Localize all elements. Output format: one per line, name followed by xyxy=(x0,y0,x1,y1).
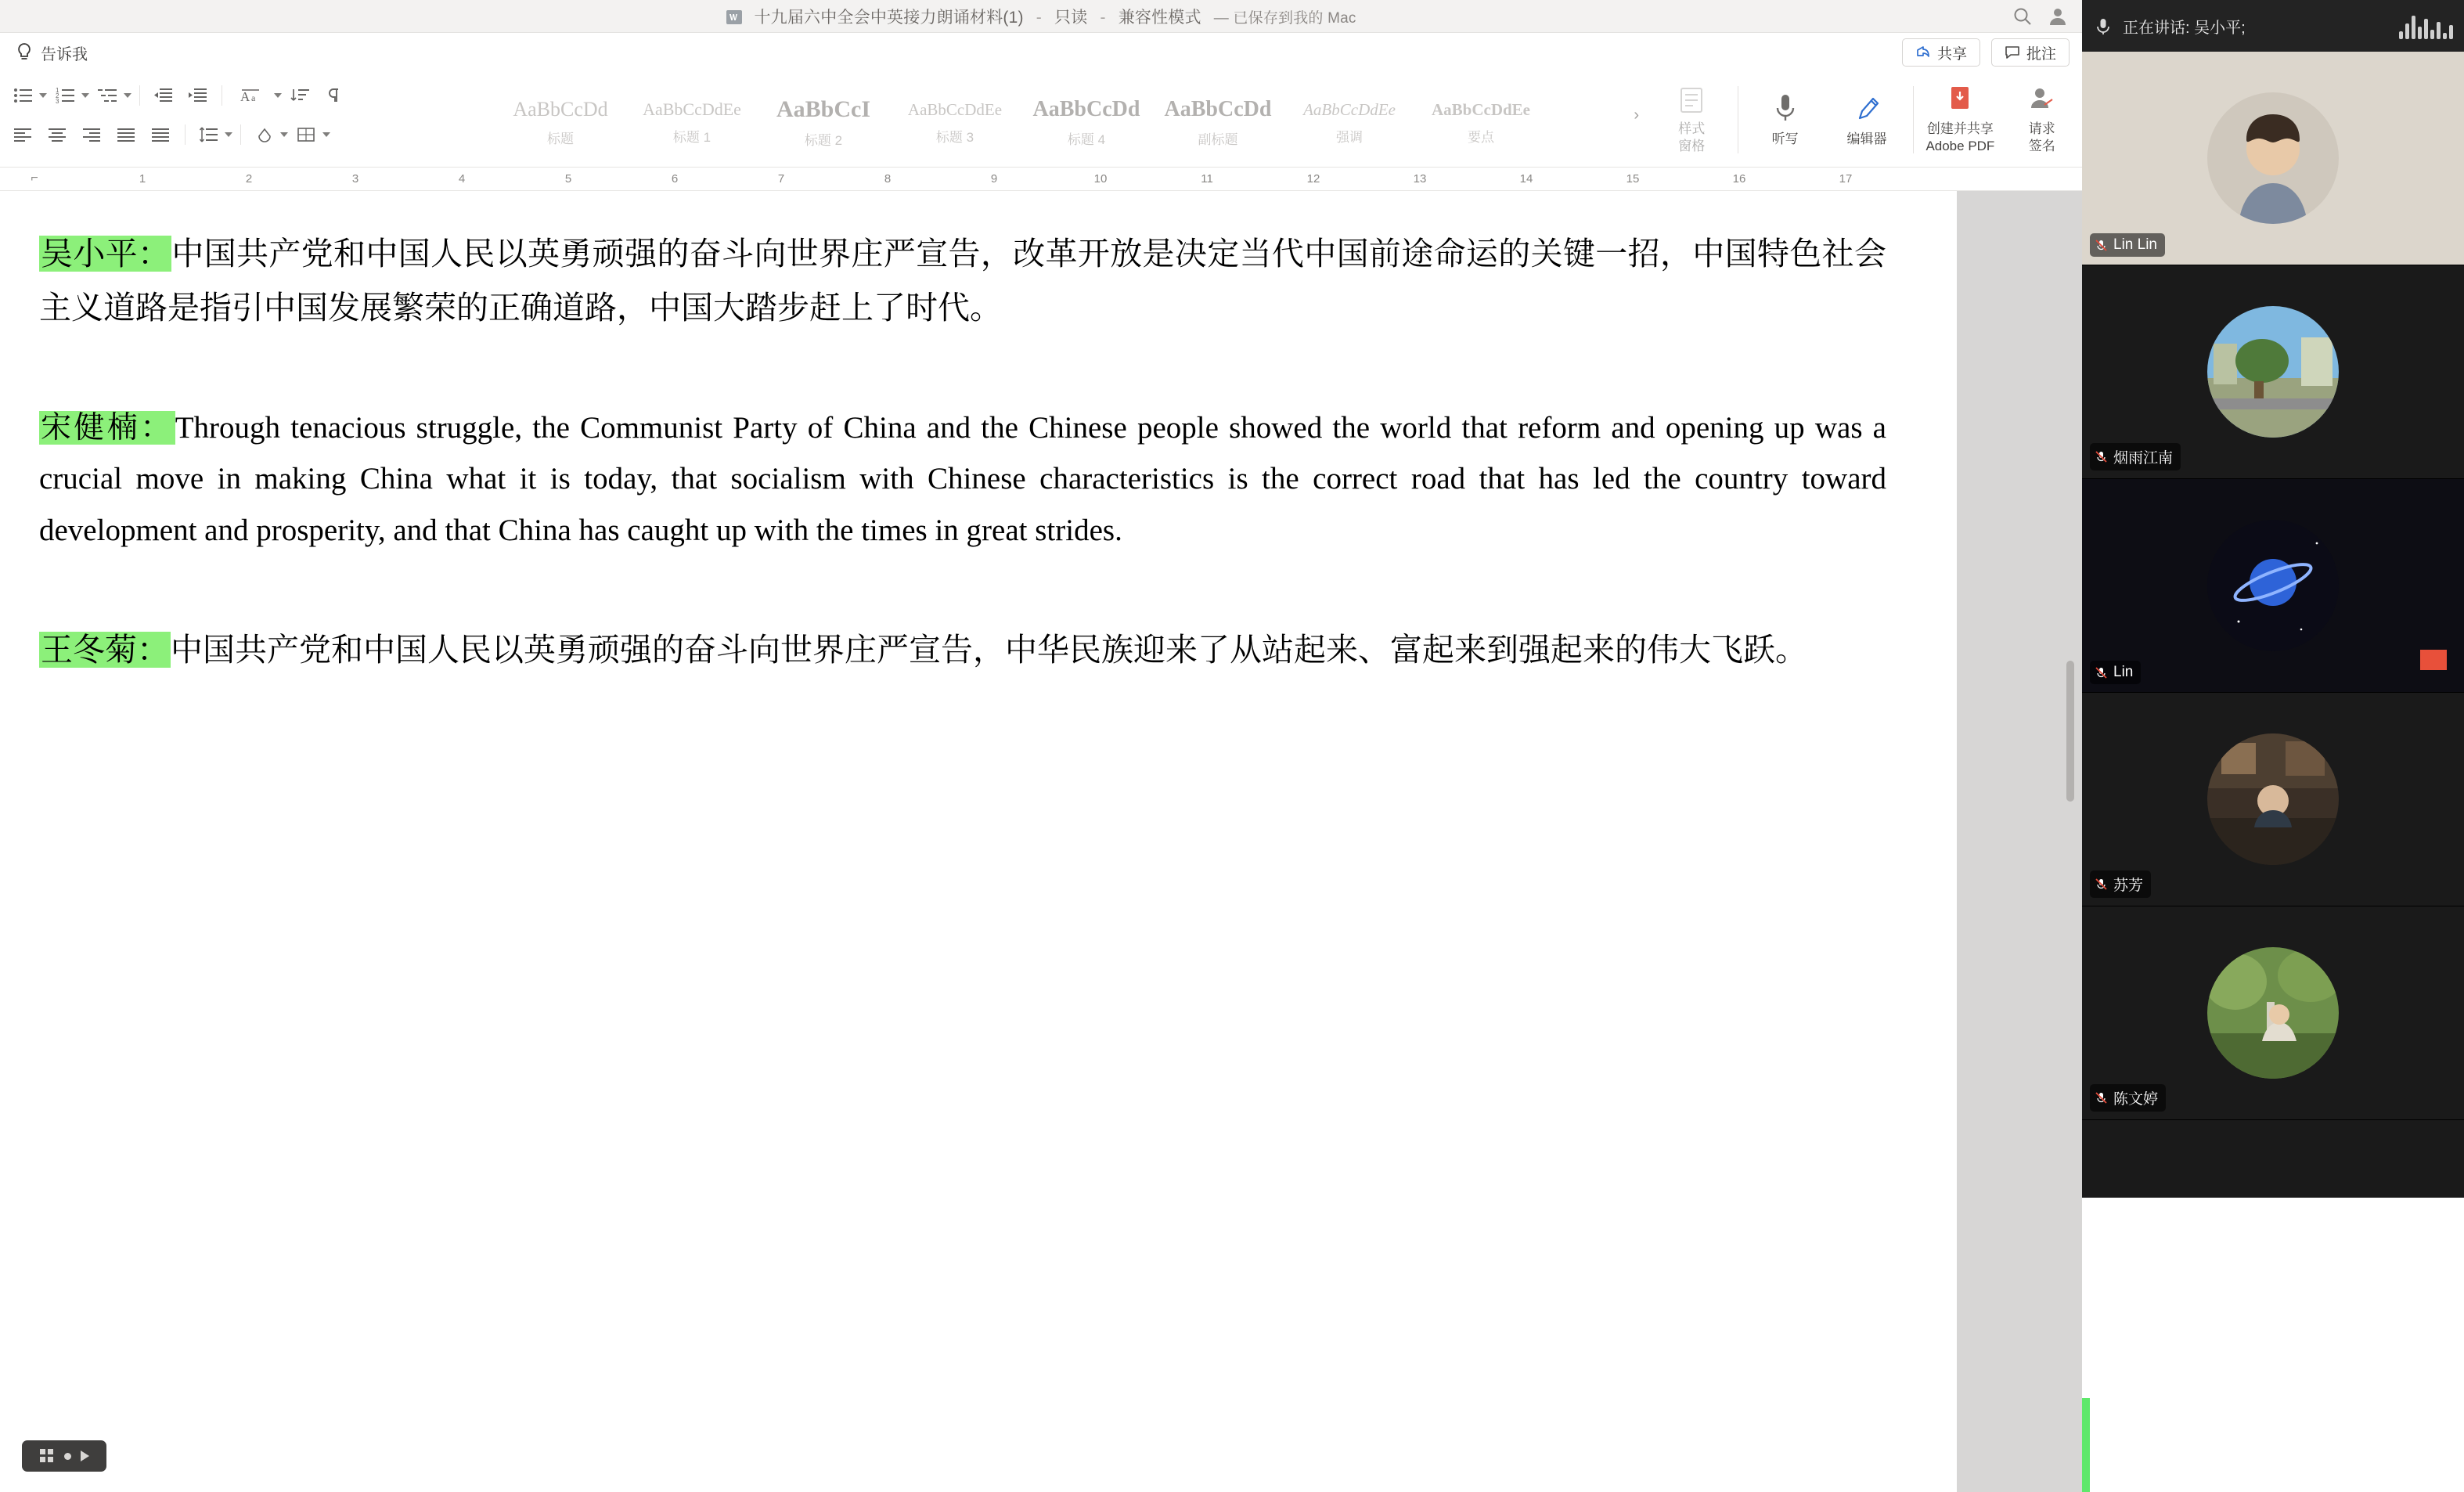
svg-text:1: 1 xyxy=(56,87,59,94)
dots-icon[interactable] xyxy=(64,1453,71,1460)
shading-dropdown-icon[interactable] xyxy=(280,132,288,137)
adobe-pdf-icon xyxy=(1945,85,1975,116)
svg-text:2: 2 xyxy=(56,92,59,99)
styles-pane-button[interactable] xyxy=(1652,77,1731,162)
participant-name-chip xyxy=(2090,443,2181,470)
avatar xyxy=(2207,733,2339,865)
mic-muted-icon xyxy=(2095,666,2108,679)
speaker-name: 宋健楠： xyxy=(41,410,174,445)
dictate-label: 听写 xyxy=(1771,131,1799,146)
paragraph-group xyxy=(0,72,485,167)
style-sample: AaBbCcDd xyxy=(1164,97,1272,121)
horizontal-ruler[interactable] xyxy=(0,168,2082,191)
ruler-number: 12 xyxy=(1306,172,1320,186)
shading-icon[interactable] xyxy=(249,120,280,150)
increase-indent-icon[interactable] xyxy=(182,81,214,110)
avatar xyxy=(2207,92,2339,224)
comment-label: 批注 xyxy=(2026,45,2056,63)
share-icon xyxy=(1915,45,1931,59)
line-spacing-icon[interactable] xyxy=(193,120,225,150)
chevron-right-icon[interactable]: › xyxy=(1634,106,1639,124)
request-signature-icon xyxy=(2027,85,2057,116)
document-page[interactable] xyxy=(0,191,1957,1492)
multilevel-list-dropdown-icon[interactable] xyxy=(124,93,131,98)
title-sep-2: - xyxy=(1100,8,1106,27)
participant-tile[interactable] xyxy=(2082,693,2464,906)
paragraph[interactable] xyxy=(39,402,1886,557)
document-area[interactable] xyxy=(0,191,2082,1492)
ruler-number: 13 xyxy=(1413,172,1427,186)
style-name: 标题 1 xyxy=(672,130,711,145)
ruler-number: 17 xyxy=(1839,172,1853,186)
style-item[interactable] xyxy=(626,84,758,162)
participant-tile[interactable] xyxy=(2082,479,2464,693)
mic-muted-icon xyxy=(2095,1091,2108,1105)
numbered-list-dropdown-icon[interactable] xyxy=(81,93,89,98)
ruler-number: 5 xyxy=(564,172,572,186)
participant-name-chip xyxy=(2090,233,2165,257)
line-spacing-dropdown-icon[interactable] xyxy=(225,132,232,137)
style-sample: AaBbCcI xyxy=(776,96,870,122)
floating-toolbar[interactable] xyxy=(22,1440,106,1472)
ruler-number: 10 xyxy=(1093,172,1108,186)
style-sample: AaBbCcDd xyxy=(513,98,608,121)
style-sample: AaBbCcDdEe xyxy=(1303,99,1396,119)
participant-tile[interactable] xyxy=(2082,52,2464,265)
style-item[interactable] xyxy=(889,84,1021,162)
zoom-gallery xyxy=(2082,0,2464,1198)
align-left-icon[interactable] xyxy=(8,120,39,150)
window-title xyxy=(726,5,1356,28)
style-name: 标题 4 xyxy=(1067,132,1106,147)
dictate-button[interactable] xyxy=(1745,77,1825,162)
align-center-icon[interactable] xyxy=(42,120,74,150)
command-row xyxy=(0,33,2082,72)
ruler-number: 16 xyxy=(1732,172,1746,186)
document-background xyxy=(1957,191,2082,1492)
participant-tile[interactable] xyxy=(2082,906,2464,1120)
tell-me-label: 告诉我 xyxy=(41,45,88,63)
ruler-number: 3 xyxy=(351,172,359,186)
command-row-actions xyxy=(1902,38,2070,67)
create-share-pdf-label: 创建并共享 Adobe PDF xyxy=(1925,121,1995,153)
avatar xyxy=(2207,520,2339,651)
ruler-number: 2 xyxy=(245,172,253,186)
style-item[interactable] xyxy=(1415,84,1547,162)
style-name: 要点 xyxy=(1468,129,1494,145)
zoom-speaking-header xyxy=(2082,0,2464,52)
word-document-icon xyxy=(726,9,743,26)
paragraph-text: 中国共产党和中国人民以英勇顽强的奋斗向世界庄严宣告，中华民族迎来了从站起来、富起来到强起来的伟大飞跃。 xyxy=(171,632,1807,669)
borders-dropdown-icon[interactable] xyxy=(322,132,330,137)
compat-mode-label: 兼容性模式 xyxy=(1118,8,1201,27)
share-label: 共享 xyxy=(1936,45,1967,63)
style-item[interactable] xyxy=(1152,84,1284,162)
style-sample: AaBbCcDdEe xyxy=(1431,99,1530,119)
request-signature-label: 请求 签名 xyxy=(2028,121,2055,153)
svg-text:A: A xyxy=(240,89,250,104)
participant-tiles xyxy=(2082,52,2464,1120)
speaking-indicator-bar xyxy=(2082,1398,2090,1492)
comment-icon xyxy=(2005,45,2020,59)
grid-icon[interactable] xyxy=(39,1448,55,1464)
mic-muted-icon xyxy=(2095,239,2108,252)
sort-icon[interactable] xyxy=(285,81,316,110)
avatar xyxy=(2207,306,2339,438)
participant-tile[interactable] xyxy=(2082,265,2464,479)
distribute-icon[interactable] xyxy=(146,120,177,150)
style-name: 强调 xyxy=(1336,129,1363,145)
speaker-name: 王冬菊： xyxy=(41,632,169,669)
style-item[interactable] xyxy=(1021,84,1152,162)
ruler-number: 6 xyxy=(671,172,679,186)
paragraph-row-2 xyxy=(8,119,481,150)
styles-pane-icon xyxy=(1676,85,1707,116)
ruler-number: 7 xyxy=(777,172,785,186)
style-name: 标题 3 xyxy=(935,129,974,145)
change-case-icon[interactable] xyxy=(230,81,274,110)
share-button[interactable] xyxy=(1902,38,1980,67)
window-title-text: 十九届六中全会中英接力朗诵材料(1) xyxy=(754,8,1024,27)
editor-button[interactable] xyxy=(1827,77,1907,162)
ribbon-divider xyxy=(185,124,186,145)
svg-text:a: a xyxy=(251,92,256,103)
change-case-dropdown-icon[interactable] xyxy=(274,93,282,98)
participant-name-chip xyxy=(2090,661,2141,684)
tell-me-box[interactable] xyxy=(16,41,88,64)
bullet-list-icon[interactable] xyxy=(8,81,39,110)
decrease-indent-icon[interactable] xyxy=(148,81,179,110)
svg-text:3: 3 xyxy=(56,98,59,104)
microphone-icon xyxy=(1771,92,1799,126)
zoom-meeting-panel xyxy=(2082,0,2464,1492)
ribbon-divider xyxy=(139,85,140,106)
align-right-icon[interactable] xyxy=(77,120,108,150)
microphone-icon xyxy=(2093,16,2113,36)
ruler-number: 11 xyxy=(1201,172,1213,186)
style-sample: AaBbCcDdEe xyxy=(907,99,1003,119)
styles-gallery xyxy=(485,72,1644,167)
editor-label: 编辑器 xyxy=(1846,131,1887,146)
read-only-label: 只读 xyxy=(1054,8,1088,27)
style-name: 标题 2 xyxy=(804,133,843,148)
create-share-pdf-button[interactable] xyxy=(1920,77,2000,162)
ribbon xyxy=(0,72,2082,168)
ribbon-right-group xyxy=(1644,72,2082,167)
paragraph-text: 中国共产党和中国人民以英勇顽强的奋斗向世界庄严宣告，改革开放是决定当代中国前途命运的关键一招，中国特色社会主义道路是指引中国发展繁荣的正确道路，中国大踏步赶上了时代。 xyxy=(39,236,1886,326)
ribbon-divider xyxy=(240,124,241,145)
style-item[interactable] xyxy=(495,84,626,162)
style-name: 标题 xyxy=(547,132,574,146)
ruler-number: 1 xyxy=(139,172,146,186)
speaking-label: 正在讲话: 吴小平; xyxy=(2123,19,2246,37)
paragraph-gap xyxy=(39,556,1886,623)
lightbulb-icon xyxy=(16,43,33,62)
participant-name: 苏芳 xyxy=(2113,878,2144,894)
title-sep-1: - xyxy=(1036,8,1042,27)
justify-icon[interactable] xyxy=(111,120,142,150)
ruler-number: 4 xyxy=(458,172,466,186)
status-badge xyxy=(2420,650,2447,670)
bullet-list-dropdown-icon[interactable] xyxy=(39,93,47,98)
paragraph-row-1 xyxy=(8,80,481,111)
mic-muted-icon xyxy=(2095,878,2108,891)
ruler-number: 8 xyxy=(884,172,892,186)
comment-button[interactable] xyxy=(1991,38,2070,67)
participant-name: 陈文婷 xyxy=(2113,1091,2159,1108)
participant-name: Lin Lin xyxy=(2113,236,2157,253)
title-bar-actions xyxy=(2012,0,2070,33)
account-icon[interactable] xyxy=(2048,5,2070,27)
style-sample: AaBbCcDd xyxy=(1032,97,1140,121)
play-icon[interactable] xyxy=(81,1451,89,1461)
editor-icon xyxy=(1852,92,1882,126)
paragraph[interactable] xyxy=(39,227,1886,335)
participant-name-chip xyxy=(2090,1084,2166,1112)
mic-muted-icon xyxy=(2095,450,2108,463)
style-sample: AaBbCcDdEe xyxy=(643,99,741,119)
participant-name: 烟雨江南 xyxy=(2113,450,2174,467)
style-name: 副标题 xyxy=(1198,132,1238,147)
paragraph-gap xyxy=(39,335,1886,402)
speaker-name: 吴小平： xyxy=(41,236,171,272)
ruler-number: 14 xyxy=(1519,172,1533,186)
multilevel-list-icon[interactable] xyxy=(92,81,124,110)
ribbon-divider xyxy=(1913,86,1914,153)
audio-waveform-icon xyxy=(2399,13,2453,39)
style-item[interactable] xyxy=(758,84,889,162)
document-scrollbar[interactable] xyxy=(2066,661,2074,802)
avatar xyxy=(2207,947,2339,1079)
paragraph-text: Through tenacious struggle, the Communist Party of China and the Chinese people showed the world that reform and opening up was a crucial move in making China what it is today, that socialism with Chinese characteristics is the correct road that has led the country toward development and prosperity, and that China has caught up with the times in great strides. xyxy=(39,410,1886,547)
participant-name: Lin xyxy=(2113,664,2134,680)
ruler-number: 9 xyxy=(990,172,998,186)
ruler-left-indent-marker[interactable]: ⌐ xyxy=(31,171,38,185)
participant-name-chip xyxy=(2090,870,2151,898)
styles-pane-label: 样式 窗格 xyxy=(1678,121,1706,153)
title-bar xyxy=(0,0,2082,33)
request-signature-button[interactable] xyxy=(2002,77,2082,162)
ruler-track xyxy=(0,168,2082,191)
paragraph[interactable] xyxy=(39,623,1886,677)
style-item[interactable] xyxy=(1284,84,1415,162)
search-icon[interactable] xyxy=(2012,5,2034,27)
saved-status: — 已保存到我的 Mac xyxy=(1213,9,1356,27)
ruler-number: 15 xyxy=(1626,172,1640,186)
numbered-list-icon[interactable] xyxy=(50,81,81,110)
show-marks-icon[interactable] xyxy=(319,81,351,110)
borders-icon[interactable] xyxy=(291,120,322,150)
